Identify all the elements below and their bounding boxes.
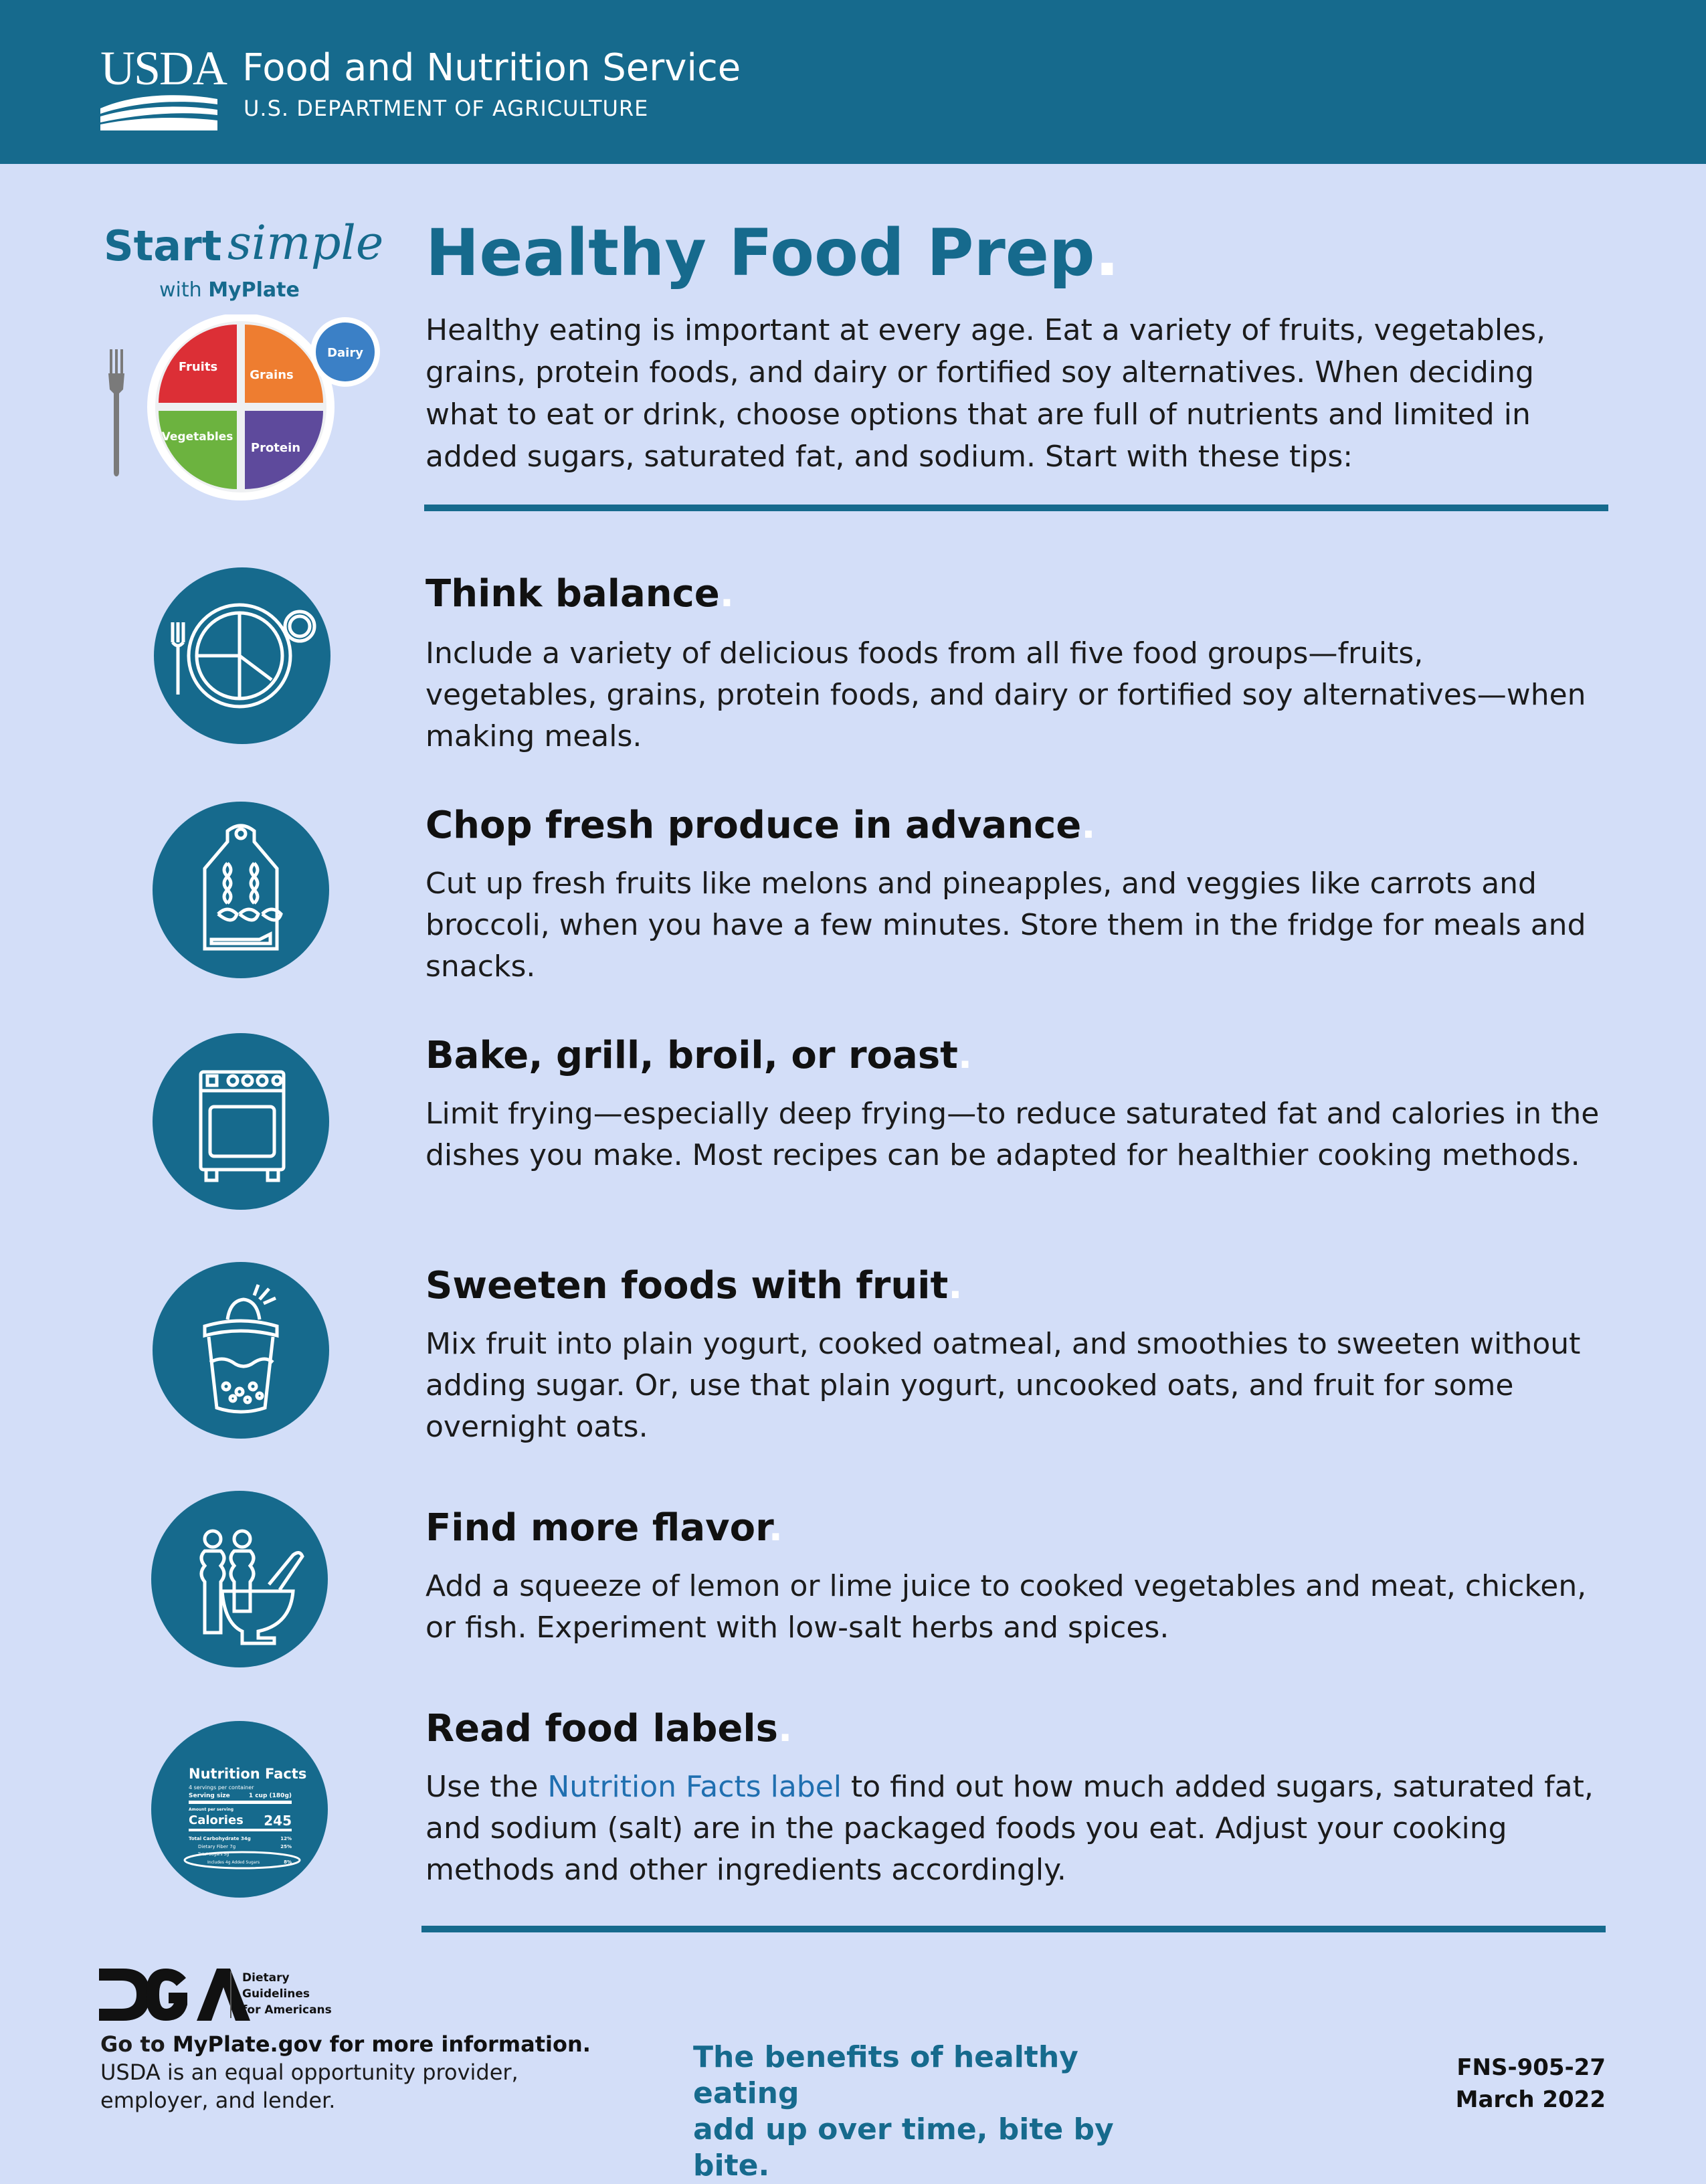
tagline-line-2: add up over time, bite by bite. xyxy=(693,2112,1114,2183)
nf-added-label: Includes 4g Added Sugars xyxy=(207,1860,260,1865)
myplate-link-line xyxy=(100,2030,595,2058)
myplate-site-bold[interactable]: MyPlate xyxy=(172,2031,270,2057)
nf-serving-size-value: 1 cup (180g) xyxy=(248,1793,292,1799)
with-text: with xyxy=(159,278,202,302)
dga-line: Dietary xyxy=(242,1971,290,1985)
nf-fiber-label: Dietary Fiber 7g xyxy=(198,1844,236,1849)
myplate-icon xyxy=(100,314,388,509)
department-name: U.S. DEPARTMENT OF AGRICULTURE xyxy=(244,96,649,121)
tip-body-think-balance: Include a variety of delicious foods from all five food groups—fruits, vegetables, grains, protein foods, and dairy or fortified soy alternatives—when making meals. xyxy=(425,636,1586,753)
header-banner xyxy=(0,0,1706,164)
heading-dot: . xyxy=(957,1034,973,1077)
tip-heading-sweeten xyxy=(425,1262,1603,1310)
oven-icon xyxy=(153,1033,329,1210)
heading-dot: . xyxy=(768,1506,783,1550)
nf-sugars-label: Total Sugars 5g xyxy=(198,1852,229,1857)
usda-wordmark: USDA xyxy=(100,41,227,95)
myplate-site-rest[interactable]: .gov for more information. xyxy=(270,2031,591,2057)
tagline xyxy=(693,2039,1175,2184)
nf-title: Nutrition Facts xyxy=(189,1766,307,1782)
tip-body-bake-grill: Limit frying—especially deep frying—to reduce saturated fat and calories in the dishes you make. Most recipes can be adapted for healthier cooking methods. xyxy=(425,1097,1600,1172)
plate-label-dairy: Dairy xyxy=(327,346,363,360)
nf-servings: 4 servings per container xyxy=(189,1785,254,1791)
plate-label-fruits: Fruits xyxy=(178,360,218,374)
publication-code: FNS-905-27 xyxy=(1456,2054,1606,2081)
myplate-site-link[interactable] xyxy=(173,2031,591,2057)
tip-heading-food-labels xyxy=(425,1705,1603,1753)
intro-paragraph: Healthy eating is important at every age. Eat a variety of fruits, vegetables, grains, protein foods, and dairy or fortified soy alternatives. When deciding what to eat or drink, choose options that are full of nutrients and limited in added sugars, saturated fat, and sodium. Start with these tips: xyxy=(425,313,1546,474)
dga-line: Guidelines xyxy=(242,1987,310,2001)
equal-opportunity-statement: USDA is an equal opportunity provider, employer, and lender. xyxy=(100,2060,518,2113)
nf-serving-size-label: Serving size xyxy=(189,1793,230,1799)
nf-calories-label: Calories xyxy=(189,1813,244,1827)
plate-label-vegetables: Vegetables xyxy=(161,430,233,444)
tip-heading-text: Think balance xyxy=(425,572,720,616)
agency-name: Food and Nutrition Service xyxy=(242,46,741,90)
dga-caption xyxy=(242,1970,332,2018)
tip-body-food-labels xyxy=(425,1766,1603,1891)
yogurt-parfait-icon xyxy=(153,1262,329,1439)
footer-info xyxy=(100,2030,595,2114)
page-title xyxy=(425,213,1119,293)
tip-heading-text: Read food labels xyxy=(425,1707,778,1750)
plate-label-grains: Grains xyxy=(250,368,294,382)
heading-dot: . xyxy=(719,572,735,616)
tip-body-sweeten: Mix fruit into plain yogurt, cooked oatmeal, and smoothies to sweeten without adding sugar. Or, use that plain yogurt, uncooked oats, and fruit for some overnight oats. xyxy=(425,1327,1581,1444)
nf-carb-pct: 12% xyxy=(280,1836,292,1841)
tip-heading-text: Sweeten foods with fruit xyxy=(425,1264,949,1307)
publication-date: March 2022 xyxy=(1455,2086,1606,2113)
with-myplate xyxy=(159,276,300,305)
tip-heading-text: Chop fresh produce in advance xyxy=(425,804,1082,847)
myplate-text: MyPlate xyxy=(208,278,300,302)
tip-heading-think-balance xyxy=(425,570,1603,618)
nutrition-facts-link[interactable]: Nutrition Facts label xyxy=(547,1770,842,1804)
nf-amount: Amount per serving xyxy=(189,1807,234,1812)
top-divider xyxy=(424,505,1608,511)
heading-dot: . xyxy=(1081,804,1096,847)
fork-icon xyxy=(108,349,124,476)
tip-body-flavor: Add a squeeze of lemon or lime juice to cooked vegetables and meat, chicken, or fish. Experiment with low-salt herbs and spices. xyxy=(425,1569,1587,1645)
tagline-line-1: The benefits of healthy eating xyxy=(693,2040,1078,2110)
plate-fork-icon xyxy=(154,567,330,744)
nutrition-facts-icon xyxy=(151,1721,328,1898)
plate-label-protein: Protein xyxy=(250,441,301,455)
cutting-board-icon xyxy=(153,802,329,978)
nf-calories-value: 245 xyxy=(264,1813,292,1829)
start-simple-start: Start xyxy=(104,221,222,270)
tip-heading-text: Bake, grill, broil, or roast xyxy=(425,1034,958,1077)
start-simple-script: simple xyxy=(227,215,384,270)
tip-body-chop-produce: Cut up fresh fruits like melons and pineapples, and veggies like carrots and broccoli, when you have a few minutes. Store them in the fridge for meals and snacks. xyxy=(425,867,1586,984)
tip-heading-bake-grill xyxy=(425,1032,1603,1080)
bottom-divider xyxy=(421,1926,1606,1932)
tip-heading-text: Find more flavor xyxy=(425,1506,769,1550)
tip-body-pre: Use the xyxy=(425,1770,548,1804)
go-to-text: Go to xyxy=(100,2031,173,2057)
title-dot: . xyxy=(1095,215,1120,290)
nf-fiber-pct: 25% xyxy=(280,1844,292,1849)
publication-info xyxy=(1371,2052,1606,2116)
heading-dot: . xyxy=(777,1707,793,1750)
tip-heading-flavor xyxy=(425,1504,1603,1552)
nf-carb-label: Total Carbohydrate 34g xyxy=(189,1836,251,1841)
mortar-pestle-icon xyxy=(151,1491,328,1667)
page-title-text: Healthy Food Prep xyxy=(425,215,1095,290)
tip-heading-chop-produce xyxy=(425,802,1603,850)
dga-line: for Americans xyxy=(242,2003,332,2017)
tip-body-post: to find out how much added sugars, saturated fat, and sodium (salt) are in the packaged foods you eat. Adjust your cooking methods and other ingredients accordingly. xyxy=(425,1770,1594,1887)
nf-added-pct: 8% xyxy=(284,1859,292,1865)
heading-dot: . xyxy=(948,1264,963,1307)
